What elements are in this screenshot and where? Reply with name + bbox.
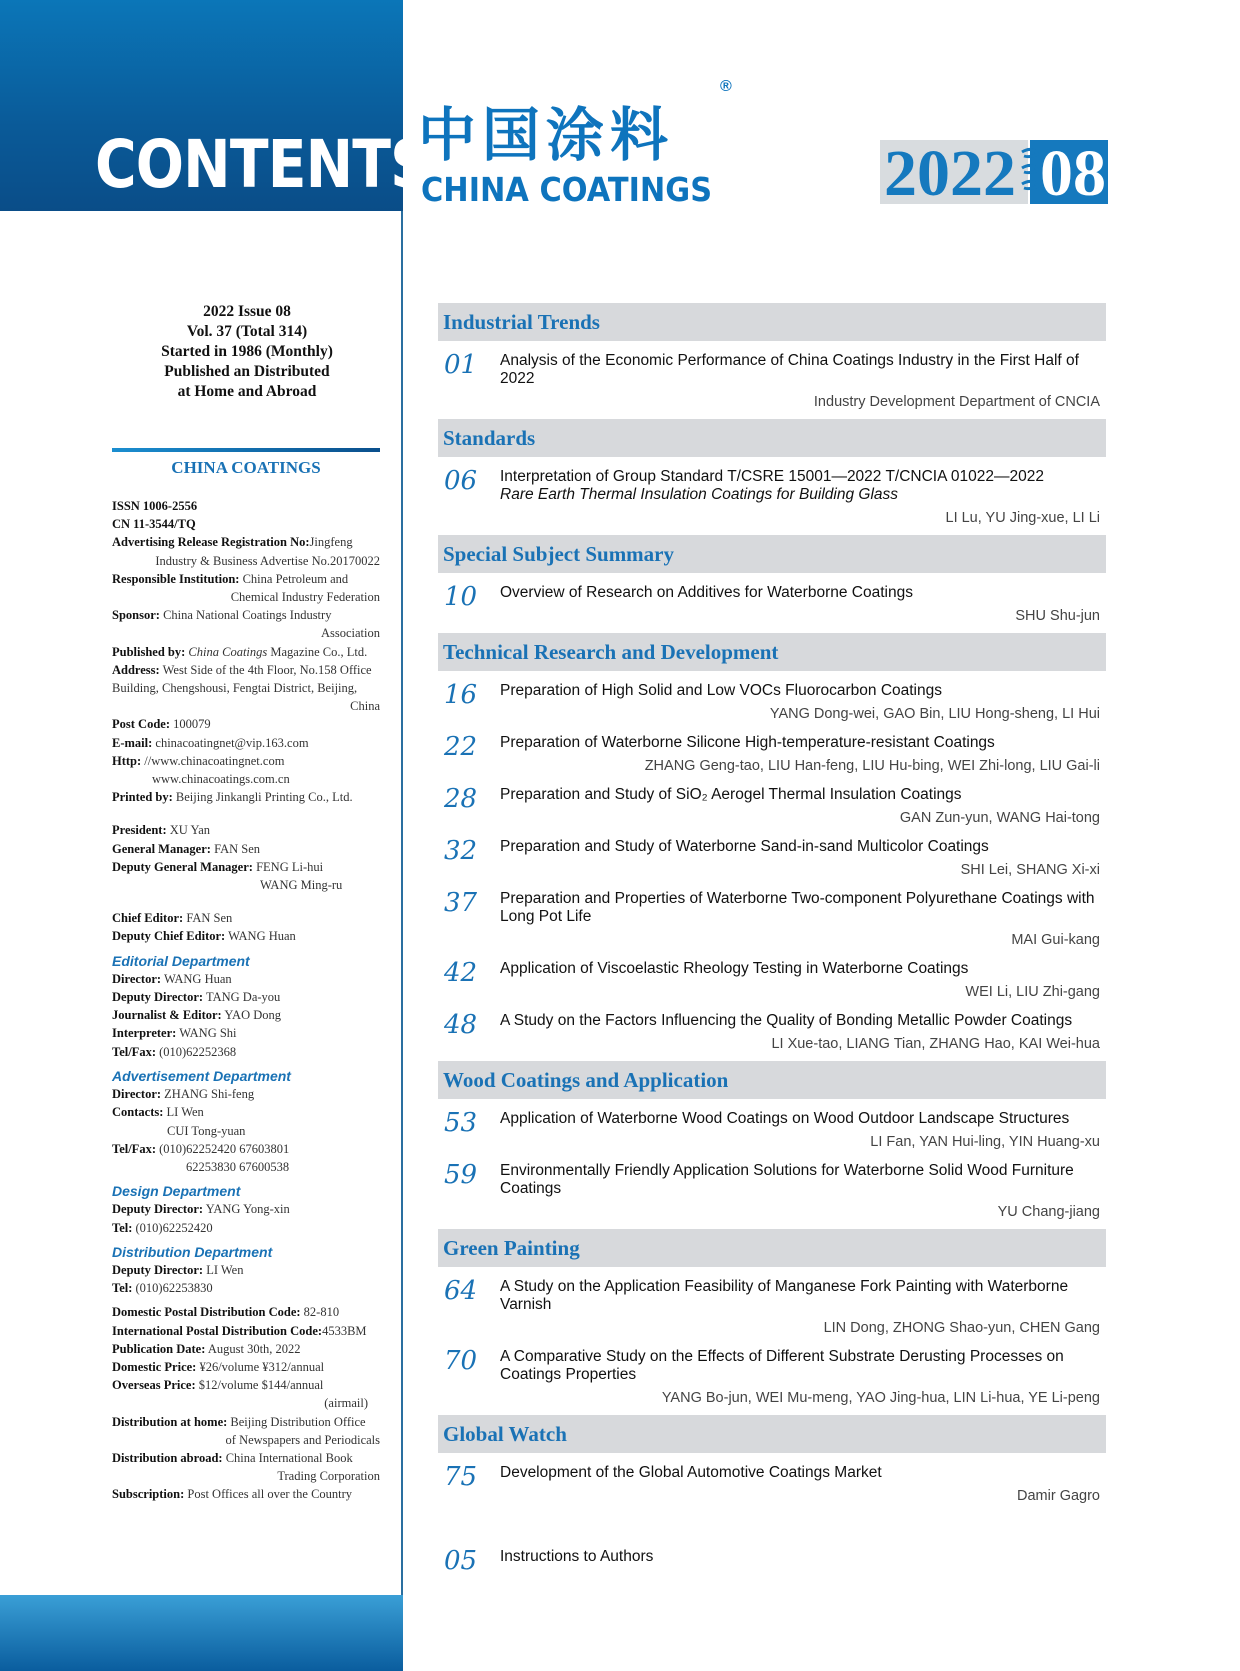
value: (airmail): [324, 1396, 368, 1411]
page-number: 37: [444, 888, 478, 918]
label: Responsible Institution:: [112, 571, 240, 586]
value: Building, Chengshousi, Fengtai District, Beijing,: [112, 681, 358, 696]
value: Beijing Jinkangli Printing Co., Ltd.: [175, 790, 353, 805]
year: 2022: [884, 137, 1016, 210]
value: WANG Huan: [163, 971, 232, 986]
year-box: [880, 137, 1028, 210]
page-number: 22: [444, 732, 478, 762]
issue-line: Started in 1986 (Monthly): [161, 343, 333, 360]
english-logo: CHINA COATINGS: [421, 170, 713, 209]
toc-entry[interactable]: [438, 887, 1106, 949]
article-authors: Damir Gagro: [1017, 1488, 1100, 1504]
label: Distribution at home:: [112, 1414, 228, 1429]
article-authors: YANG Dong-wei, GAO Bin, LIU Hong-sheng, LI Hui: [769, 706, 1100, 722]
website-link[interactable]: //www.chinacoatingnet.com: [144, 753, 285, 768]
article-authors: SHU Shu-jun: [1015, 608, 1100, 624]
article-authors: WEI Li, LIU Zhi-gang: [965, 984, 1100, 1000]
toc-entry[interactable]: [438, 1107, 1106, 1151]
label: Tel/Fax:: [112, 1141, 156, 1156]
article-title-text: Development of the Global Automotive Coatings Market: [500, 1464, 882, 1481]
article-authors: Industry Development Department of CNCIA: [813, 394, 1100, 410]
label: Interpreter:: [112, 1026, 177, 1041]
article-title[interactable]: [500, 1107, 1106, 1128]
label: Deputy Director:: [112, 1262, 204, 1277]
spiral-binding-icon: [1016, 144, 1044, 202]
article-authors: YU Chang-jiang: [997, 1204, 1100, 1220]
value: China Petroleum and: [242, 571, 349, 586]
article-title-text: Application of Viscoelastic Rheology Testing in Waterborne Coatings: [500, 960, 969, 977]
label: Journalist & Editor:: [112, 1008, 222, 1023]
issue-line: at Home and Abroad: [177, 383, 317, 400]
page-number: 70: [444, 1346, 478, 1376]
toc-entry[interactable]: [438, 835, 1106, 879]
section-heading: Global Watch: [438, 1415, 1106, 1453]
page-number: 28: [444, 784, 478, 814]
article-title[interactable]: [500, 349, 1106, 388]
value: 82-810: [303, 1305, 340, 1320]
toc-entry[interactable]: [438, 1545, 1106, 1576]
issue-line: 2022 Issue 08: [203, 303, 291, 320]
value: YANG Yong-xin: [205, 1202, 290, 1217]
section-heading: Industrial Trends: [438, 303, 1106, 341]
issue-badge: [880, 137, 1108, 210]
email-link[interactable]: chinacoatingnet@vip.163.com: [155, 735, 309, 750]
article-title[interactable]: [500, 679, 1106, 700]
label: General Manager:: [112, 841, 211, 856]
article-title-text: Interpretation of Group Standard T/CSRE 15001—2022 T/CNCIA 01022—2022: [500, 468, 1044, 485]
article-title[interactable]: [500, 1461, 1106, 1482]
value: FAN Sen: [186, 911, 233, 926]
label: Tel:: [112, 1281, 133, 1296]
label: Published by:: [112, 644, 186, 659]
left-sidebar: [0, 0, 431, 1671]
article-title[interactable]: Instructions to Authors: [500, 1548, 654, 1565]
value: (010)62252420 67603801: [159, 1141, 290, 1156]
article-title-text: Application of Waterborne Wood Coatings on Wood Outdoor Landscape Structures: [500, 1110, 1070, 1127]
page-number: 10: [444, 582, 478, 612]
value: Association: [320, 626, 380, 641]
value: ¥26/volume ¥312/annual: [199, 1359, 325, 1374]
page-number: 05: [444, 1546, 478, 1576]
side-title: CHINA COATINGS: [171, 458, 321, 477]
label: Deputy Director:: [112, 1202, 204, 1217]
value: of Newspapers and Periodicals: [225, 1432, 380, 1447]
value: Chemical Industry Federation: [230, 590, 380, 605]
value: WANG Huan: [228, 929, 296, 944]
label: Tel/Fax:: [112, 1044, 156, 1059]
article-subtitle: Rare Earth Thermal Insulation Coatings for Building Glass: [500, 486, 899, 503]
section-heading: Standards: [438, 419, 1106, 457]
value: 62253830 67600538: [186, 1159, 290, 1174]
label: Domestic Postal Distribution Code:: [112, 1305, 301, 1320]
value: $12/volume $144/annual: [198, 1378, 324, 1393]
website-link[interactable]: www.chinacoatings.com.cn: [152, 772, 290, 787]
divider: [112, 448, 380, 452]
editorial-department-heading: Editorial Department: [112, 952, 250, 969]
advertisement-department-heading: Advertisement Department: [112, 1067, 291, 1084]
value: Post Offices all over the Country: [187, 1487, 353, 1502]
label: Tel:: [112, 1220, 133, 1235]
article-authors: ZHANG Geng-tao, LIU Han-feng, LIU Hu-bing, WEI Zhi-long, LIU Gai-li: [644, 758, 1100, 774]
label: Contacts:: [112, 1105, 164, 1120]
value: 4533BM: [322, 1323, 367, 1338]
article-authors: LIN Dong, ZHONG Shao-yun, CHEN Gang: [823, 1320, 1100, 1336]
toc-entry[interactable]: [438, 679, 1106, 723]
page-number: 01: [444, 350, 478, 380]
toc-entry[interactable]: [438, 783, 1106, 827]
toc-entry[interactable]: [438, 1345, 1106, 1407]
label: Deputy Director:: [112, 990, 204, 1005]
value: TANG Da-you: [205, 990, 281, 1005]
label: Director:: [112, 971, 162, 986]
toc-entry[interactable]: [438, 1159, 1106, 1221]
month: 08: [1040, 137, 1106, 210]
label: Post Code:: [112, 717, 170, 732]
value: China: [350, 699, 380, 714]
label: E-mail:: [112, 735, 153, 750]
article-authors: MAI Gui-kang: [1011, 932, 1100, 948]
article-authors: LI Fan, YAN Hui-ling, YIN Huang-xu: [870, 1134, 1100, 1150]
article-title[interactable]: [500, 1159, 1106, 1198]
label: Distribution abroad:: [112, 1450, 223, 1465]
label: Overseas Price:: [112, 1378, 196, 1393]
issn: ISSN 1006-2556: [112, 499, 198, 513]
article-title-text: Preparation of High Solid and Low VOCs Fluorocarbon Coatings: [500, 682, 942, 699]
header-band: [0, 0, 431, 211]
article-authors: LI Xue-tao, LIANG Tian, ZHANG Hao, KAI Wei-hua: [771, 1036, 1100, 1052]
article-title-text: Preparation and Properties of Waterborne Two-component Polyurethane Coatings with Long Pot Life: [500, 890, 1095, 925]
value: LI Wen: [206, 1262, 244, 1277]
value: (010)62252368: [159, 1044, 237, 1059]
article-title-text: Analysis of the Economic Performance of China Coatings Industry in the First Half of 2022: [500, 352, 1079, 387]
toc-entry[interactable]: [438, 349, 1106, 411]
article-title[interactable]: [500, 957, 1106, 978]
toc-entry[interactable]: [438, 1275, 1106, 1337]
section-heading: Special Subject Summary: [438, 535, 1106, 573]
value: Magazine Co., Ltd.: [270, 644, 368, 659]
article-title-text: Preparation and Study of SiO₂ Aerogel Thermal Insulation Coatings: [500, 786, 962, 803]
label: Http:: [112, 753, 142, 768]
label: Sponsor:: [112, 608, 160, 623]
contents-heading: CONTENTS: [95, 126, 431, 203]
masthead-info: [112, 497, 380, 1504]
article-title-text: Preparation and Study of Waterborne Sand-in-sand Multicolor Coatings: [500, 838, 989, 855]
design-department-heading: Design Department: [112, 1183, 241, 1200]
article-title[interactable]: [500, 1009, 1106, 1030]
page-number: 59: [444, 1160, 478, 1190]
toc-entry[interactable]: [438, 1461, 1106, 1505]
footer-band: [0, 1595, 403, 1671]
label: Advertising Release Registration No:: [112, 535, 310, 550]
value: Trading Corporation: [277, 1469, 380, 1484]
page-number: 53: [444, 1108, 478, 1138]
article-title[interactable]: [500, 1345, 1106, 1384]
label: President:: [112, 823, 167, 838]
page-number: 75: [444, 1462, 478, 1492]
article-title-text: A Comparative Study on the Effects of Different Substrate Derusting Processes on Coatings Properties: [500, 1348, 1064, 1383]
value: ZHANG Shi-feng: [164, 1087, 255, 1102]
label: Printed by:: [112, 790, 173, 805]
chinese-logo: 中国涂料: [418, 101, 675, 169]
value: (010)62252420: [135, 1220, 213, 1235]
value: 100079: [173, 717, 211, 732]
label: Subscription:: [112, 1487, 185, 1502]
value: Industry & Business Advertise No.20170022: [155, 553, 380, 568]
toc-entry[interactable]: [438, 581, 1106, 625]
value: China Coatings: [188, 644, 268, 659]
article-authors: GAN Zun-yun, WANG Hai-tong: [899, 810, 1100, 826]
page-number: 42: [444, 958, 478, 988]
section-heading: Technical Research and Development: [438, 633, 1106, 671]
toc-entry[interactable]: [438, 731, 1106, 775]
label: Director:: [112, 1087, 162, 1102]
label: Chief Editor:: [112, 911, 184, 926]
label: Deputy General Manager:: [112, 859, 253, 874]
toc-entry[interactable]: [438, 1009, 1106, 1053]
value: August 30th, 2022: [207, 1341, 301, 1356]
page-number: 64: [444, 1276, 478, 1306]
value: FENG Li-hui: [256, 859, 324, 874]
article-title-text: Overview of Research on Additives for Waterborne Coatings: [500, 584, 913, 601]
value: China International Book: [225, 1450, 353, 1465]
article-title[interactable]: [500, 887, 1106, 926]
value: West Side of the 4th Floor, No.158 Office: [162, 662, 372, 677]
article-title[interactable]: [500, 835, 1106, 856]
value: Beijing Distribution Office: [230, 1414, 366, 1429]
page-number: 32: [444, 836, 478, 866]
article-title[interactable]: [500, 731, 1106, 752]
section-heading: Green Painting: [438, 1229, 1106, 1267]
value: CUI Tong-yuan: [167, 1123, 246, 1138]
article-title[interactable]: [500, 581, 1106, 602]
cn-number: CN 11-3544/TQ: [112, 517, 196, 532]
article-authors: LI Lu, YU Jing-xue, LI Li: [945, 510, 1100, 526]
article-title-text: A Study on the Factors Influencing the Quality of Bonding Metallic Powder Coatings: [500, 1012, 1073, 1029]
label: Address:: [112, 662, 160, 677]
issue-info: [112, 302, 382, 402]
table-of-contents: [438, 303, 1106, 1574]
article-authors: YANG Bo-jun, WEI Mu-meng, YAO Jing-hua, LIN Li-hua, YE Li-peng: [661, 1390, 1100, 1406]
value: WANG Ming-ru: [260, 878, 343, 893]
value: Jingfeng: [309, 535, 353, 550]
toc-entry[interactable]: [438, 465, 1106, 527]
registered-mark: ®: [720, 78, 732, 95]
article-title[interactable]: [500, 1275, 1106, 1314]
article-title[interactable]: [500, 783, 1106, 804]
value: XU Yan: [169, 823, 211, 838]
page-number: 06: [444, 466, 478, 496]
article-title-text: A Study on the Application Feasibility of Manganese Fork Painting with Waterborne Varnish: [500, 1278, 1069, 1313]
value: WANG Shi: [179, 1026, 237, 1041]
value: FAN Sen: [214, 841, 261, 856]
label: Publication Date:: [112, 1341, 206, 1356]
article-title-text: Environmentally Friendly Application Solutions for Waterborne Solid Wood Furniture Coatings: [500, 1162, 1074, 1197]
page-number: 16: [444, 680, 478, 710]
article-title[interactable]: [500, 465, 1106, 504]
label: International Postal Distribution Code:: [112, 1323, 323, 1338]
page-number: 48: [444, 1010, 478, 1040]
label: Domestic Price:: [112, 1359, 197, 1374]
article-authors: SHI Lei, SHANG Xi-xi: [960, 862, 1100, 878]
section-heading: Wood Coatings and Application: [438, 1061, 1106, 1099]
label: Deputy Chief Editor:: [112, 929, 226, 944]
value: LI Wen: [166, 1105, 204, 1120]
issue-line: Published an Distributed: [164, 363, 330, 380]
distribution-department-heading: Distribution Department: [112, 1243, 273, 1260]
toc-entry[interactable]: [438, 957, 1106, 1001]
value: China National Coatings Industry: [163, 608, 332, 623]
value: YAO Dong: [224, 1008, 282, 1023]
issue-line: Vol. 37 (Total 314): [186, 323, 308, 340]
value: (010)62253830: [135, 1281, 213, 1296]
article-title-text: Preparation of Waterborne Silicone High-temperature-resistant Coatings: [500, 734, 995, 751]
